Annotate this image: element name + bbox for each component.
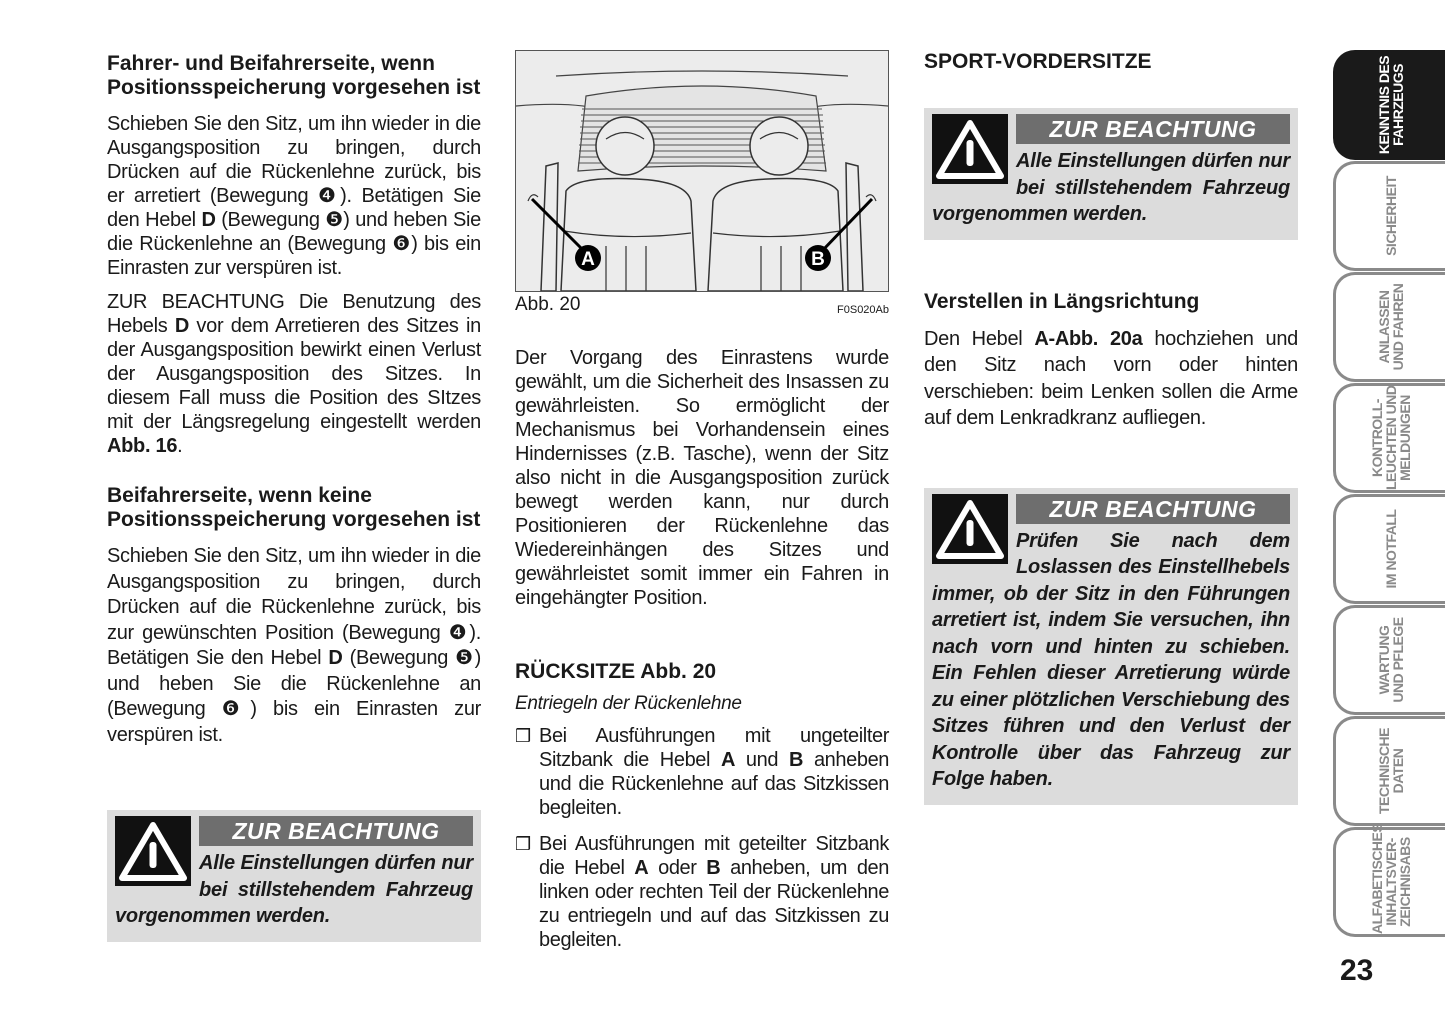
paragraph xyxy=(924,326,1298,432)
bold-text: A-Abb. 20a xyxy=(1034,327,1143,350)
rear-seats-illustration xyxy=(516,51,888,291)
warning-title: ZUR BEACHTUNG xyxy=(1016,114,1290,144)
bold-text: B xyxy=(706,857,721,879)
text-run: vor dem Arretieren des Sitzes in der Ausgangsposition bewirkt einen Verlust der Ausgangsposition des Sitzes. In diesem Fall muss die Position des SItzes mit der Längsregelung eingestellt werden xyxy=(107,315,481,433)
warning-triangle-icon xyxy=(115,816,191,886)
text-run: anheben, um den linken oder rechten Teil der Rückenlehne zu entriegeln und auf das Sitzkissen zu begleiten. xyxy=(539,857,890,951)
list-item-text xyxy=(539,724,889,820)
figure-caption: Abb. 20 xyxy=(515,294,581,315)
text-run: Der Vorgang des Einrastens wurde gewählt, um die Sicherheit des Insassen zu gewährleisten. So ermöglicht der Mechanismus bei Vorhandensein eines Hindernisses (z.B. Tasche), wenn der Sitz also nicht in die Ausgangsposition zurück bewegt werden kann, nur durch Positionieren der Rückenlehne das Wiedereinhängen des Sitzes und gewährleistet somit immer ein Fahren in eingehängter Position. xyxy=(515,347,889,609)
list-item xyxy=(515,832,889,952)
warning-title: ZUR BEACHTUNG xyxy=(1016,494,1290,524)
text-run: (Bewegung ❺) und heben Sie die Rückenlehne an (Bewegung ❻) bis ein Einrasten zur verspüren ist. xyxy=(107,209,481,279)
text-run: . xyxy=(177,435,183,457)
text-run: anheben und die Rückenlehne auf das Sitzkissen begleiten. xyxy=(539,749,890,819)
chapter-tabs xyxy=(1333,50,1445,938)
column-middle xyxy=(515,50,889,964)
text-run: Schieben Sie den Sitz, um ihn wieder in die Ausgangsposition zu bringen, durch Drücken auf die Rückenlehne zurück, bis zur gewünschten Position (Bewegung ❹). Betätigen Sie den Hebel xyxy=(107,545,481,669)
warning-box xyxy=(924,488,1298,805)
bold-text: D xyxy=(328,647,343,669)
warning-triangle-icon xyxy=(932,494,1008,564)
tab-kenntnis-des-fahrzeugs[interactable]: KENNTNIS DES FAHRZEUGS xyxy=(1333,50,1445,160)
text-run: ZUR BEACHTUNG Die Benutzung des Hebels xyxy=(107,291,481,337)
paragraph xyxy=(107,544,481,748)
checkbox-bullet-icon: ❒ xyxy=(515,834,531,854)
section-heading: Beifahrerseite, wenn keine Positionsspeicherung vorgesehen ist xyxy=(107,484,481,531)
note-paragraph xyxy=(107,290,481,458)
section-heading: SPORT-VORDERSITZE xyxy=(924,50,1152,73)
warning-box xyxy=(924,108,1298,240)
tab-anlassen-und-fahren[interactable]: ANLASSEN UND FAHREN xyxy=(1333,272,1445,382)
text-run: Bei Ausführungen mit ungeteilter Sitzbank die Hebel xyxy=(539,725,889,771)
bold-text: D xyxy=(174,315,190,337)
text-run: Den Hebel xyxy=(924,327,1035,350)
warning-text: Prüfen Sie nach dem Loslassen des Einstellhebels immer, ob der Sitz in den Führungen arretiert ist, indem Sie versuchen, ihn nach vorn und hinten zu schieben. Ein Fehlen dieser Arretierung würde zu einer plötzlichen Verschiebung des Sitzes führen und den Verlust der Kontrolle über das Fahrzeug zur Folge haben. xyxy=(932,529,1290,790)
bold-text: D xyxy=(201,209,216,231)
text-run: Bei Ausführungen mit geteilter Sitzbank die Hebel xyxy=(539,833,889,879)
figure-caption-row xyxy=(515,294,889,316)
column-left xyxy=(107,52,481,942)
figure-rear-seats xyxy=(515,50,889,292)
tab-wartung-und-pflege[interactable]: WARTUNG UND PFLEGE xyxy=(1333,605,1445,715)
section-heading: Fahrer- und Beifahrerseite, wenn Positionsspeicherung vorgesehen ist xyxy=(107,52,481,99)
text-run: (Bewegung ❺) und heben Sie die Rückenlehne an (Bewegung ❻) bis ein Einrasten zur verspüren ist. xyxy=(107,647,481,746)
warning-text: Alle Einstellungen dürfen nur bei stillstehendem Fahrzeug vorgenommen werden. xyxy=(115,852,473,927)
lever-label-a: A xyxy=(581,249,595,270)
text-run: oder xyxy=(648,857,707,879)
tab-kontrollleuchten[interactable]: KONTROLL- LEUCHTEN UND MELDUNGEN xyxy=(1333,383,1445,493)
subheading: Entriegeln der Rückenlehne xyxy=(515,693,742,714)
warning-text: Alle Einstellungen dürfen nur bei stillstehendem Fahrzeug vorgenommen werden. xyxy=(932,150,1290,225)
text-run: hochziehen und den Sitz nach vorn oder hinten verschieben: beim Lenken sollen die Arme auf dem Lenkradkranz aufliegen. xyxy=(924,327,1298,429)
lever-label-b: B xyxy=(811,249,825,270)
text-run: Schieben Sie den Sitz, um ihn wieder in die Ausgangsposition zu bringen, durch Drücken auf die Rückenlehne zurück, bis er arretiert (Bewegung ❹). Betätigen Sie den Hebel xyxy=(107,113,481,231)
figure-code: F0S020Ab xyxy=(837,304,889,316)
tab-inhaltsverzeichnis[interactable]: ALFABETISCHES INHALTSVER- ZEICHNISABS xyxy=(1333,827,1445,937)
tab-sicherheit[interactable]: SICHERHEIT xyxy=(1333,161,1445,271)
column-right xyxy=(924,50,1298,805)
tab-im-notfall[interactable]: IM NOTFALL xyxy=(1333,494,1445,604)
bold-text: A xyxy=(634,857,649,879)
bold-text: B xyxy=(789,749,804,771)
paragraph xyxy=(107,112,481,280)
warning-box xyxy=(107,810,481,942)
text-run: und xyxy=(735,749,789,771)
bold-text: A xyxy=(720,749,736,771)
checkbox-bullet-icon: ❒ xyxy=(515,726,531,746)
warning-title: ZUR BEACHTUNG xyxy=(199,816,473,846)
tab-technische-daten[interactable]: TECHNISCHE DATEN xyxy=(1333,716,1445,826)
page-number: 23 xyxy=(1340,954,1374,987)
paragraph xyxy=(515,346,889,610)
bold-text: Abb. 16 xyxy=(107,435,178,457)
list-item-text xyxy=(539,832,889,952)
section-heading: RÜCKSITZE Abb. 20 xyxy=(515,660,717,683)
list-item xyxy=(515,724,889,820)
section-heading: Verstellen in Längsrichtung xyxy=(924,289,1200,313)
warning-triangle-icon xyxy=(932,114,1008,184)
